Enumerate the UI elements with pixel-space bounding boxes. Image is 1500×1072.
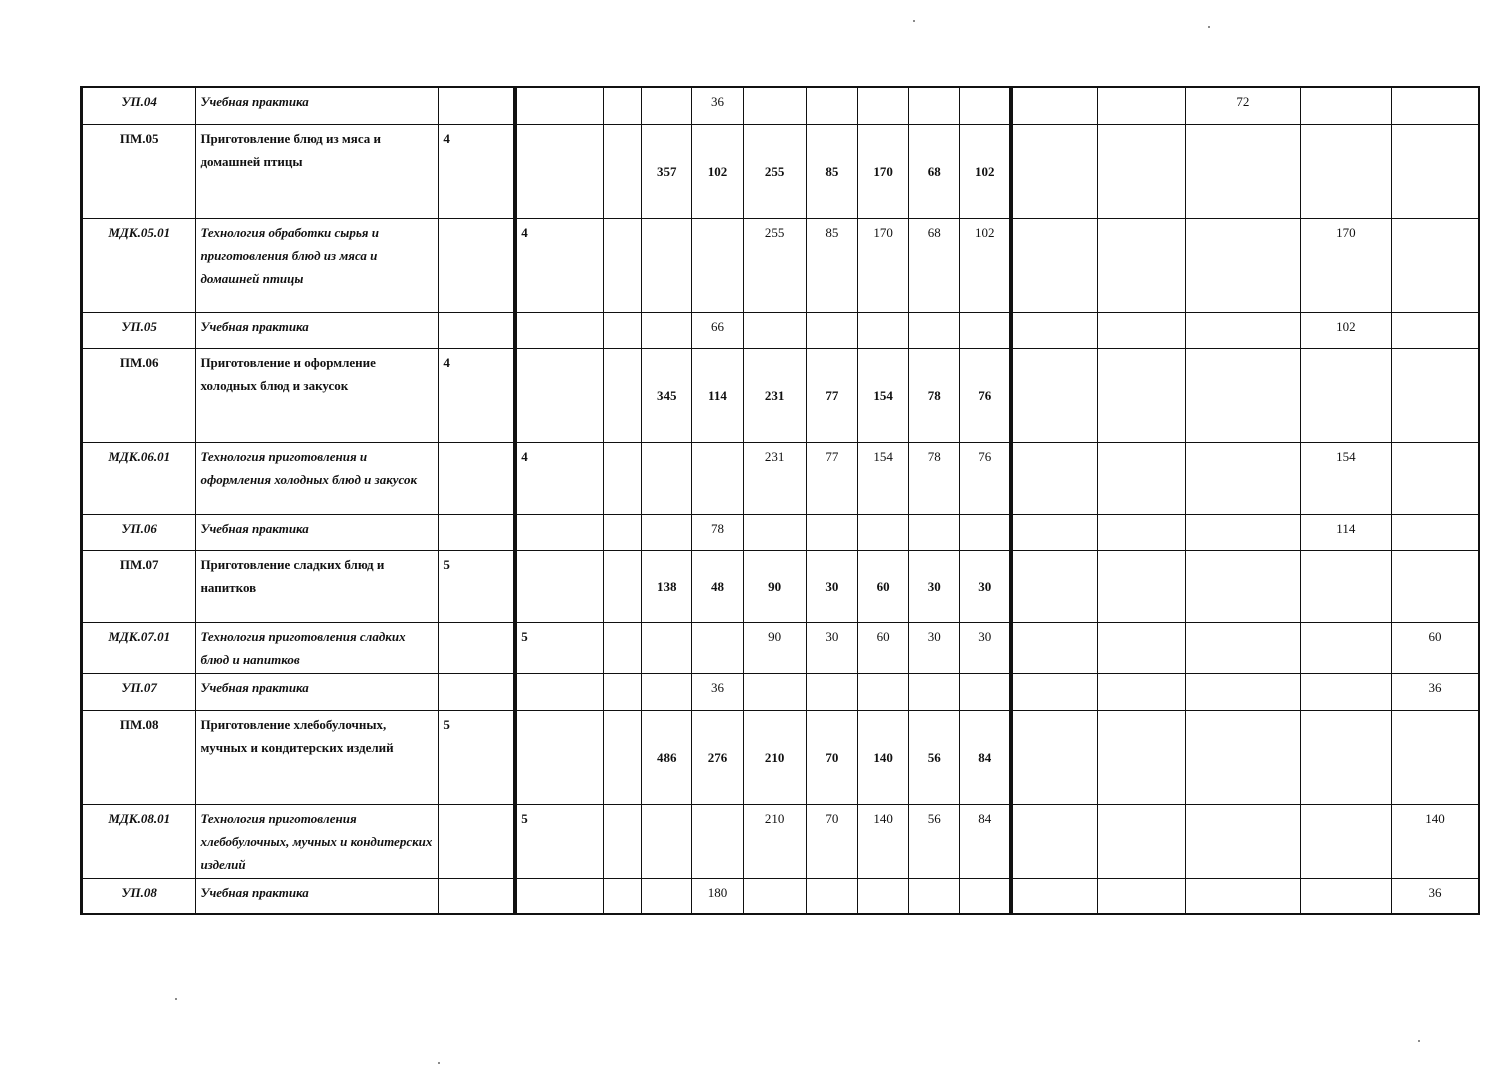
table-row <box>82 673 1480 710</box>
semester-mdk-cell <box>515 878 603 914</box>
value-cell-c15 <box>1300 348 1391 442</box>
value-cell-c16: 140 <box>1392 804 1480 878</box>
semester-cell: 5 <box>439 550 515 622</box>
value-cell-c5 <box>642 514 692 550</box>
value-cell-c6: 276 <box>692 710 743 804</box>
value-cell-c12 <box>1011 124 1097 218</box>
value-cell-c10 <box>909 878 960 914</box>
value-cell-c13 <box>1097 348 1185 442</box>
value-cell-c15 <box>1300 710 1391 804</box>
value-cell-c8: 77 <box>806 348 857 442</box>
value-cell-c7: 90 <box>743 622 806 673</box>
value-cell-c15 <box>1300 622 1391 673</box>
value-cell-c8 <box>806 87 857 124</box>
value-cell-c15: 154 <box>1300 442 1391 514</box>
semester-cell <box>439 87 515 124</box>
value-cell-c4 <box>604 312 642 348</box>
value-cell-c10: 56 <box>909 710 960 804</box>
row-name: Учебная практика <box>196 673 439 710</box>
semester-cell <box>439 622 515 673</box>
semester-cell: 4 <box>439 348 515 442</box>
value-cell-c12 <box>1011 312 1097 348</box>
value-cell-c4 <box>604 622 642 673</box>
value-cell-c10: 30 <box>909 550 960 622</box>
curriculum-table <box>80 86 1480 915</box>
value-cell-c6: 102 <box>692 124 743 218</box>
value-cell-c11 <box>960 87 1011 124</box>
semester-mdk-cell <box>515 710 603 804</box>
value-cell-c14 <box>1186 673 1300 710</box>
value-cell-c11: 84 <box>960 804 1011 878</box>
value-cell-c15 <box>1300 87 1391 124</box>
value-cell-c5 <box>642 87 692 124</box>
value-cell-c9 <box>857 87 908 124</box>
value-cell-c13 <box>1097 878 1185 914</box>
value-cell-c7: 231 <box>743 348 806 442</box>
value-cell-c8: 70 <box>806 710 857 804</box>
value-cell-c10: 68 <box>909 124 960 218</box>
value-cell-c16 <box>1392 710 1480 804</box>
value-cell-c12 <box>1011 348 1097 442</box>
value-cell-c11: 84 <box>960 710 1011 804</box>
value-cell-c12 <box>1011 514 1097 550</box>
value-cell-c11: 30 <box>960 622 1011 673</box>
value-cell-c7: 90 <box>743 550 806 622</box>
value-cell-c16 <box>1392 550 1480 622</box>
value-cell-c7: 255 <box>743 218 806 312</box>
value-cell-c12 <box>1011 804 1097 878</box>
value-cell-c11: 76 <box>960 442 1011 514</box>
semester-mdk-cell: 4 <box>515 442 603 514</box>
value-cell-c5 <box>642 442 692 514</box>
value-cell-c12 <box>1011 622 1097 673</box>
value-cell-c15: 170 <box>1300 218 1391 312</box>
value-cell-c10: 56 <box>909 804 960 878</box>
value-cell-c10: 78 <box>909 348 960 442</box>
value-cell-c11 <box>960 312 1011 348</box>
value-cell-c16: 60 <box>1392 622 1480 673</box>
value-cell-c8: 30 <box>806 622 857 673</box>
value-cell-c13 <box>1097 442 1185 514</box>
value-cell-c13 <box>1097 87 1185 124</box>
row-code: УП.05 <box>82 312 196 348</box>
value-cell-c4 <box>604 87 642 124</box>
value-cell-c4 <box>604 514 642 550</box>
value-cell-c4 <box>604 348 642 442</box>
semester-cell <box>439 804 515 878</box>
value-cell-c10: 68 <box>909 218 960 312</box>
semester-mdk-cell: 4 <box>515 218 603 312</box>
value-cell-c8: 70 <box>806 804 857 878</box>
value-cell-c16 <box>1392 87 1480 124</box>
value-cell-c13 <box>1097 514 1185 550</box>
value-cell-c6: 48 <box>692 550 743 622</box>
table-row <box>82 124 1480 218</box>
row-name: Приготовление сладких блюд и напитков <box>196 550 439 622</box>
value-cell-c4 <box>604 673 642 710</box>
value-cell-c5: 345 <box>642 348 692 442</box>
row-name: Учебная практика <box>196 312 439 348</box>
value-cell-c9: 154 <box>857 442 908 514</box>
value-cell-c9 <box>857 673 908 710</box>
value-cell-c5: 138 <box>642 550 692 622</box>
value-cell-c12 <box>1011 550 1097 622</box>
value-cell-c7 <box>743 878 806 914</box>
row-code: ПМ.05 <box>82 124 196 218</box>
table-row <box>82 878 1480 914</box>
value-cell-c13 <box>1097 218 1185 312</box>
semester-mdk-cell <box>515 514 603 550</box>
value-cell-c13 <box>1097 622 1185 673</box>
value-cell-c9 <box>857 514 908 550</box>
table-body <box>82 87 1480 914</box>
value-cell-c9 <box>857 878 908 914</box>
table-row <box>82 514 1480 550</box>
value-cell-c7 <box>743 312 806 348</box>
row-name: Технология приготовления хлебобулочных, мучных и кондитерских изделий <box>196 804 439 878</box>
value-cell-c5 <box>642 673 692 710</box>
value-cell-c5: 357 <box>642 124 692 218</box>
table-row <box>82 622 1480 673</box>
value-cell-c16 <box>1392 348 1480 442</box>
row-code: МДК.07.01 <box>82 622 196 673</box>
row-code: ПМ.06 <box>82 348 196 442</box>
value-cell-c4 <box>604 124 642 218</box>
value-cell-c9: 60 <box>857 550 908 622</box>
value-cell-c14 <box>1186 312 1300 348</box>
value-cell-c11: 76 <box>960 348 1011 442</box>
value-cell-c6 <box>692 442 743 514</box>
value-cell-c15: 114 <box>1300 514 1391 550</box>
table-row <box>82 442 1480 514</box>
value-cell-c6: 66 <box>692 312 743 348</box>
value-cell-c14 <box>1186 804 1300 878</box>
value-cell-c15 <box>1300 124 1391 218</box>
value-cell-c9 <box>857 312 908 348</box>
value-cell-c9: 60 <box>857 622 908 673</box>
value-cell-c14: 72 <box>1186 87 1300 124</box>
value-cell-c13 <box>1097 710 1185 804</box>
value-cell-c12 <box>1011 878 1097 914</box>
row-name: Технология приготовления и оформления холодных блюд и закусок <box>196 442 439 514</box>
row-name: Учебная практика <box>196 514 439 550</box>
semester-cell <box>439 514 515 550</box>
value-cell-c14 <box>1186 218 1300 312</box>
value-cell-c7 <box>743 673 806 710</box>
value-cell-c6: 78 <box>692 514 743 550</box>
value-cell-c15 <box>1300 673 1391 710</box>
value-cell-c7 <box>743 87 806 124</box>
row-code: УП.07 <box>82 673 196 710</box>
value-cell-c13 <box>1097 550 1185 622</box>
table-row <box>82 218 1480 312</box>
value-cell-c16 <box>1392 514 1480 550</box>
value-cell-c6: 36 <box>692 673 743 710</box>
value-cell-c9: 154 <box>857 348 908 442</box>
value-cell-c11 <box>960 514 1011 550</box>
semester-cell: 4 <box>439 124 515 218</box>
value-cell-c13 <box>1097 124 1185 218</box>
value-cell-c5 <box>642 804 692 878</box>
value-cell-c6 <box>692 622 743 673</box>
row-code: ПМ.07 <box>82 550 196 622</box>
value-cell-c7: 255 <box>743 124 806 218</box>
value-cell-c5: 486 <box>642 710 692 804</box>
table-row <box>82 710 1480 804</box>
row-code: УП.06 <box>82 514 196 550</box>
row-code: МДК.08.01 <box>82 804 196 878</box>
semester-mdk-cell <box>515 312 603 348</box>
value-cell-c8 <box>806 878 857 914</box>
value-cell-c4 <box>604 710 642 804</box>
value-cell-c10: 30 <box>909 622 960 673</box>
value-cell-c12 <box>1011 218 1097 312</box>
semester-mdk-cell <box>515 124 603 218</box>
value-cell-c13 <box>1097 804 1185 878</box>
semester-mdk-cell <box>515 550 603 622</box>
value-cell-c4 <box>604 550 642 622</box>
value-cell-c6 <box>692 218 743 312</box>
value-cell-c16 <box>1392 218 1480 312</box>
table-row <box>82 312 1480 348</box>
row-code: МДК.06.01 <box>82 442 196 514</box>
value-cell-c4 <box>604 878 642 914</box>
semester-mdk-cell <box>515 673 603 710</box>
semester-mdk-cell: 5 <box>515 622 603 673</box>
semester-mdk-cell: 5 <box>515 804 603 878</box>
row-name: Учебная практика <box>196 878 439 914</box>
value-cell-c16: 36 <box>1392 673 1480 710</box>
value-cell-c14 <box>1186 348 1300 442</box>
value-cell-c5 <box>642 878 692 914</box>
value-cell-c12 <box>1011 87 1097 124</box>
value-cell-c6: 114 <box>692 348 743 442</box>
value-cell-c9: 140 <box>857 710 908 804</box>
semester-cell: 5 <box>439 710 515 804</box>
value-cell-c8: 85 <box>806 218 857 312</box>
semester-mdk-cell <box>515 348 603 442</box>
value-cell-c4 <box>604 804 642 878</box>
value-cell-c6 <box>692 804 743 878</box>
row-code: УП.08 <box>82 878 196 914</box>
value-cell-c15 <box>1300 550 1391 622</box>
value-cell-c14 <box>1186 710 1300 804</box>
table-row <box>82 348 1480 442</box>
value-cell-c10 <box>909 673 960 710</box>
value-cell-c12 <box>1011 673 1097 710</box>
value-cell-c10: 78 <box>909 442 960 514</box>
table-row <box>82 87 1480 124</box>
row-name: Приготовление и оформление холодных блюд и закусок <box>196 348 439 442</box>
semester-cell <box>439 673 515 710</box>
value-cell-c11 <box>960 673 1011 710</box>
value-cell-c11: 30 <box>960 550 1011 622</box>
semester-cell <box>439 878 515 914</box>
scan-speck <box>913 20 915 22</box>
row-name: Приготовление хлебобулочных, мучных и кондитерских изделий <box>196 710 439 804</box>
value-cell-c14 <box>1186 622 1300 673</box>
value-cell-c14 <box>1186 550 1300 622</box>
value-cell-c8: 30 <box>806 550 857 622</box>
value-cell-c8: 85 <box>806 124 857 218</box>
value-cell-c4 <box>604 218 642 312</box>
value-cell-c9: 140 <box>857 804 908 878</box>
value-cell-c4 <box>604 442 642 514</box>
scan-speck <box>1208 26 1210 28</box>
value-cell-c5 <box>642 218 692 312</box>
value-cell-c14 <box>1186 878 1300 914</box>
value-cell-c5 <box>642 622 692 673</box>
value-cell-c14 <box>1186 124 1300 218</box>
semester-mdk-cell <box>515 87 603 124</box>
row-code: МДК.05.01 <box>82 218 196 312</box>
value-cell-c8: 77 <box>806 442 857 514</box>
value-cell-c13 <box>1097 673 1185 710</box>
value-cell-c13 <box>1097 312 1185 348</box>
value-cell-c12 <box>1011 710 1097 804</box>
value-cell-c15 <box>1300 804 1391 878</box>
scan-speck <box>175 998 177 1000</box>
value-cell-c7: 231 <box>743 442 806 514</box>
row-name: Технология обработки сырья и приготовления блюд из мяса и домашней птицы <box>196 218 439 312</box>
row-name: Приготовление блюд из мяса и домашней птицы <box>196 124 439 218</box>
value-cell-c16 <box>1392 124 1480 218</box>
curriculum-sheet <box>80 86 1480 915</box>
value-cell-c10 <box>909 514 960 550</box>
value-cell-c6: 36 <box>692 87 743 124</box>
value-cell-c8 <box>806 312 857 348</box>
value-cell-c7 <box>743 514 806 550</box>
value-cell-c14 <box>1186 514 1300 550</box>
value-cell-c10 <box>909 87 960 124</box>
value-cell-c16: 36 <box>1392 878 1480 914</box>
row-name: Учебная практика <box>196 87 439 124</box>
value-cell-c15 <box>1300 878 1391 914</box>
value-cell-c15: 102 <box>1300 312 1391 348</box>
row-code: ПМ.08 <box>82 710 196 804</box>
semester-cell <box>439 442 515 514</box>
scan-speck <box>1418 1040 1420 1042</box>
value-cell-c12 <box>1011 442 1097 514</box>
table-row <box>82 804 1480 878</box>
semester-cell <box>439 312 515 348</box>
value-cell-c11: 102 <box>960 124 1011 218</box>
value-cell-c11: 102 <box>960 218 1011 312</box>
value-cell-c8 <box>806 673 857 710</box>
value-cell-c6: 180 <box>692 878 743 914</box>
value-cell-c7: 210 <box>743 710 806 804</box>
scan-speck <box>438 1062 440 1064</box>
value-cell-c9: 170 <box>857 124 908 218</box>
value-cell-c7: 210 <box>743 804 806 878</box>
row-code: УП.04 <box>82 87 196 124</box>
value-cell-c8 <box>806 514 857 550</box>
table-row <box>82 550 1480 622</box>
value-cell-c5 <box>642 312 692 348</box>
semester-cell <box>439 218 515 312</box>
value-cell-c16 <box>1392 442 1480 514</box>
value-cell-c9: 170 <box>857 218 908 312</box>
value-cell-c14 <box>1186 442 1300 514</box>
value-cell-c11 <box>960 878 1011 914</box>
row-name: Технология приготовления сладких блюд и напитков <box>196 622 439 673</box>
value-cell-c16 <box>1392 312 1480 348</box>
value-cell-c10 <box>909 312 960 348</box>
